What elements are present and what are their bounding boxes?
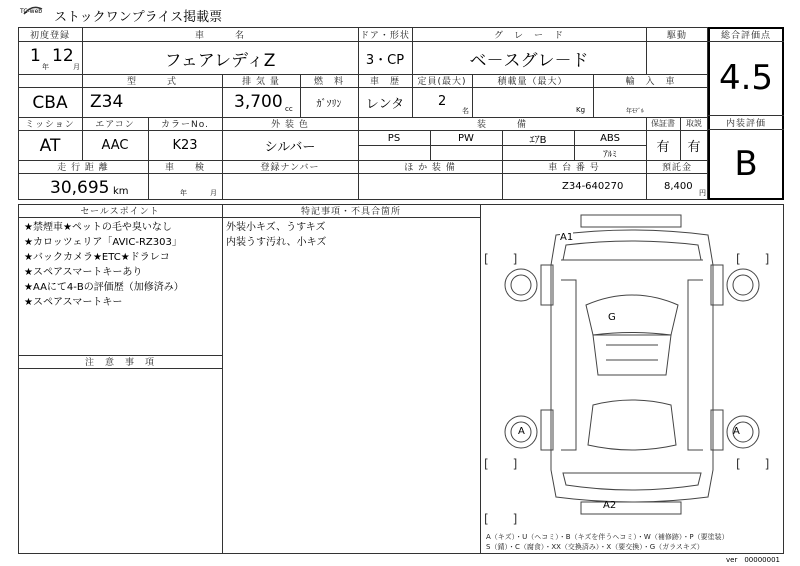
first-reg-year: 1 bbox=[30, 46, 41, 66]
mission-label: ミッション bbox=[25, 120, 75, 130]
deposit: 8,400 bbox=[664, 181, 693, 192]
history-label: 車 歴 bbox=[369, 77, 400, 87]
bracket-top-right: [ ] bbox=[736, 252, 770, 266]
damage-mark-a-right: A bbox=[733, 426, 740, 437]
grade: ベ－スグレ－ド bbox=[469, 50, 589, 71]
overall-score-label: 総合評価点 bbox=[720, 31, 771, 41]
interior-score-label: 内装評価 bbox=[725, 119, 766, 129]
history: レンタ bbox=[365, 97, 405, 112]
list-item: ★スペアスマートキー bbox=[24, 297, 123, 308]
equip-abs: ABS bbox=[600, 132, 620, 144]
first-reg-month: 12 bbox=[52, 46, 74, 66]
capacity-label: 定員(最大) bbox=[417, 77, 467, 87]
equip-pw: PW bbox=[458, 132, 474, 144]
legend-line: S（錆）・C（腐食）・XX（交換済み）・X（要交換）・G（ガラスキズ） bbox=[486, 543, 704, 551]
damage-legend bbox=[486, 532, 729, 552]
mileage-unit: km bbox=[113, 186, 129, 197]
list-item: ★禁煙車★ペットの毛や臭いなし bbox=[24, 222, 172, 233]
model-code: Z34 bbox=[90, 92, 124, 112]
deposit-unit: 円 bbox=[699, 189, 706, 197]
mileage: 30,695 bbox=[50, 178, 110, 198]
list-item: ★スペアスマートキーあり bbox=[24, 267, 143, 278]
plate-label: 登録ナンバー bbox=[260, 163, 320, 173]
other-equip-label: ほ か 装 備 bbox=[404, 163, 456, 173]
damage-mark-a2: A2 bbox=[603, 500, 617, 511]
insp-month-unit: 月 bbox=[210, 189, 217, 197]
drive-label: 駆動 bbox=[666, 31, 687, 41]
fuel-label: 燃 料 bbox=[313, 77, 344, 87]
damage-mark-g: G bbox=[608, 312, 616, 323]
damage-mark-a1: A1 bbox=[560, 232, 574, 243]
door-shape-label: ドア・形状 bbox=[360, 31, 410, 41]
warranty-label: 保証書 bbox=[651, 119, 675, 128]
bracket-bottom-left-2: [ ] bbox=[484, 512, 518, 526]
load-unit: Kg bbox=[576, 106, 586, 114]
notes-list bbox=[226, 220, 326, 250]
version-label: ver 00000001 bbox=[726, 556, 780, 564]
capacity: 2 bbox=[438, 94, 447, 109]
first-reg-label: 初度登録 bbox=[29, 31, 70, 41]
car-name-label: 車 名 bbox=[194, 31, 245, 41]
chassis-label: 車 台 番 号 bbox=[548, 163, 600, 173]
displacement-unit: cc bbox=[285, 105, 293, 113]
month-unit: 月 bbox=[73, 63, 80, 71]
model-label: 型 式 bbox=[126, 77, 177, 87]
ac-label: エアコン bbox=[95, 120, 135, 130]
equip-airbag: ｴｱB bbox=[529, 134, 547, 146]
color-code: K23 bbox=[172, 138, 198, 153]
list-item: ★カロッツェリア「AVIC-RZ303」 bbox=[24, 237, 182, 248]
capacity-unit: 名 bbox=[462, 107, 469, 115]
model-prefix: CBA bbox=[32, 92, 68, 113]
door-shape: 3・CP bbox=[365, 52, 405, 68]
damage-mark-a-left: A bbox=[518, 426, 525, 437]
bracket-bottom-left: [ ] bbox=[484, 457, 518, 471]
manual-label: 取説 bbox=[686, 119, 702, 128]
drive bbox=[646, 42, 708, 74]
list-item: ★AAにて4-Bの評価歴（加修済み） bbox=[24, 282, 184, 293]
import-note: 年ﾓﾃﾞﾙ bbox=[626, 108, 645, 115]
color-code-label: カラーNo. bbox=[161, 120, 209, 130]
year-unit: 年 bbox=[42, 63, 49, 71]
inspection-label: 車 検 bbox=[164, 163, 205, 173]
equip-ps: PS bbox=[387, 132, 401, 144]
insp-year-unit: 年 bbox=[180, 189, 187, 197]
warranty: 有 bbox=[656, 140, 670, 155]
notes-label: 特記事項・不具合箇所 bbox=[300, 207, 401, 217]
page-title: ストックワンプライス掲載票 bbox=[54, 10, 223, 25]
note-line: 内装うす汚れ、小キズ bbox=[226, 237, 327, 248]
deposit-label: 預託金 bbox=[661, 163, 692, 173]
mission: AT bbox=[39, 135, 61, 156]
plate bbox=[222, 174, 358, 200]
equipment-label: 装 備 bbox=[476, 120, 527, 130]
legend-line: A（キズ）・U（ヘコミ）・B（キズを伴うヘコミ）・W（補修跡）・P（要塗装） bbox=[486, 533, 729, 541]
manual: 有 bbox=[687, 140, 701, 155]
exterior-color: シルバー bbox=[264, 140, 316, 155]
equip-alloy: ｱﾙﾐ bbox=[603, 149, 617, 160]
chassis-number: Z34-640270 bbox=[562, 181, 624, 192]
displacement-label: 排 気 量 bbox=[242, 77, 280, 87]
load-label: 積載量（最大） bbox=[497, 77, 568, 87]
interior-score: B bbox=[734, 144, 758, 184]
exterior-color-label: 外 装 色 bbox=[271, 120, 309, 130]
bracket-bottom-right: [ ] bbox=[736, 457, 770, 471]
import-label: 輸 入 車 bbox=[625, 77, 676, 87]
fuel: ｶﾞｿﾘﾝ bbox=[316, 99, 342, 110]
mileage-label: 走 行 距 離 bbox=[57, 163, 109, 173]
list-item: ★バックカメラ★ETC★ドラレコ bbox=[24, 252, 170, 263]
overall-score: 4.5 bbox=[718, 58, 774, 98]
grade-label: グ レ ー ド bbox=[493, 31, 564, 41]
ac: AAC bbox=[101, 138, 129, 153]
bracket-top-left: [ ] bbox=[484, 252, 518, 266]
note-line: 外装小キズ、うすキズ bbox=[226, 222, 326, 233]
displacement: 3,700 bbox=[234, 92, 283, 112]
caution-label: 注 意 事 項 bbox=[84, 358, 155, 368]
selling-points-label: セールスポイント bbox=[80, 207, 160, 217]
logo-text: TC-web bbox=[20, 8, 43, 15]
car-name: フェアレディZ bbox=[164, 50, 276, 71]
selling-points-list bbox=[24, 220, 184, 310]
